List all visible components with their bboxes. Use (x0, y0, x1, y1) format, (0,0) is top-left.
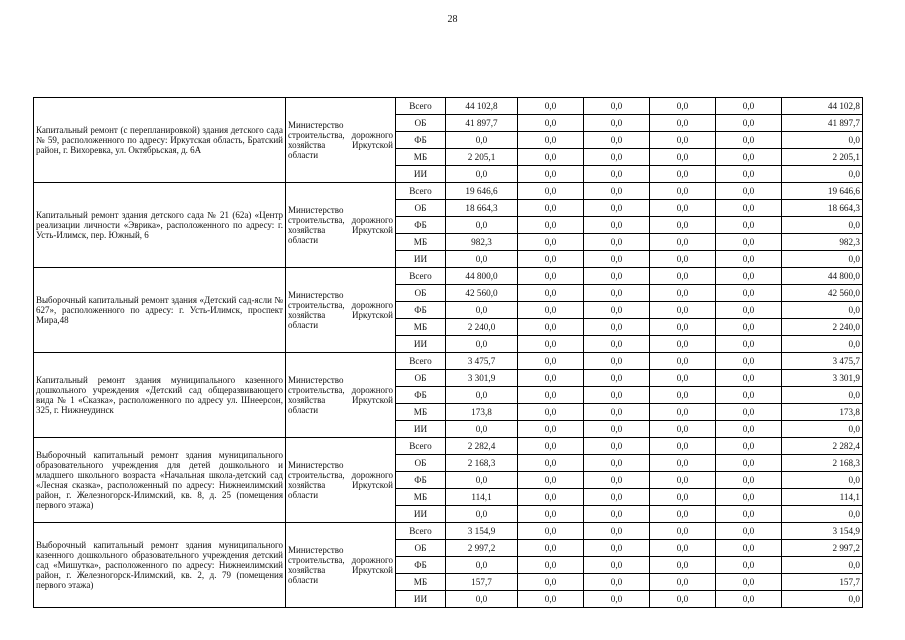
value-cell: 0,0 (446, 166, 518, 183)
value-cell: 0,0 (584, 251, 650, 268)
value-cell: 0,0 (518, 404, 584, 421)
funding-source-cell: ИИ (396, 421, 446, 438)
value-cell: 0,0 (650, 370, 716, 387)
value-cell: 0,0 (446, 132, 518, 149)
value-cell: 0,0 (650, 268, 716, 285)
funding-source-cell: ФБ (396, 217, 446, 234)
value-cell: 0,0 (584, 591, 650, 608)
value-cell: 0,0 (716, 115, 782, 132)
project-description: Капитальный ремонт (с перепланировкой) здания детского сада № 59, расположенного по адресу: Иркутская область, Братский район, г. Вихоревка, ул. Октябрьская, д. 6А (34, 98, 286, 183)
value-cell: 0,0 (584, 404, 650, 421)
value-cell: 0,0 (584, 336, 650, 353)
funding-source-cell: ИИ (396, 506, 446, 523)
value-cell: 0,0 (584, 132, 650, 149)
funding-source-cell: ФБ (396, 472, 446, 489)
value-cell: 0,0 (518, 574, 584, 591)
table-row (34, 438, 863, 455)
funding-source-cell: МБ (396, 404, 446, 421)
total-value-cell: 42 560,0 (782, 285, 863, 302)
funding-source-cell: ОБ (396, 285, 446, 302)
total-value-cell: 0,0 (782, 387, 863, 404)
funding-source-cell: ОБ (396, 200, 446, 217)
value-cell: 0,0 (584, 166, 650, 183)
funding-source-cell: Всего (396, 353, 446, 370)
value-cell: 0,0 (716, 285, 782, 302)
value-cell: 0,0 (518, 217, 584, 234)
value-cell: 0,0 (716, 302, 782, 319)
value-cell: 0,0 (584, 183, 650, 200)
value-cell: 3 301,9 (446, 370, 518, 387)
table-row (34, 98, 863, 115)
value-cell: 0,0 (716, 404, 782, 421)
value-cell: 0,0 (518, 489, 584, 506)
total-value-cell: 114,1 (782, 489, 863, 506)
value-cell: 0,0 (584, 149, 650, 166)
value-cell: 0,0 (716, 489, 782, 506)
table-row (34, 353, 863, 370)
value-cell: 0,0 (446, 472, 518, 489)
value-cell: 0,0 (650, 302, 716, 319)
total-value-cell: 173,8 (782, 404, 863, 421)
value-cell: 0,0 (518, 285, 584, 302)
value-cell: 173,8 (446, 404, 518, 421)
funding-source-cell: ИИ (396, 591, 446, 608)
value-cell: 0,0 (716, 387, 782, 404)
value-cell: 0,0 (446, 506, 518, 523)
value-cell: 0,0 (716, 268, 782, 285)
total-value-cell: 0,0 (782, 251, 863, 268)
funding-source-cell: ИИ (396, 166, 446, 183)
value-cell: 0,0 (716, 336, 782, 353)
total-value-cell: 44 102,8 (782, 98, 863, 115)
value-cell: 0,0 (584, 506, 650, 523)
value-cell: 0,0 (518, 591, 584, 608)
value-cell: 0,0 (650, 166, 716, 183)
total-value-cell: 0,0 (782, 166, 863, 183)
funding-source-cell: МБ (396, 234, 446, 251)
project-description: Выборочный капитальный ремонт здания «Детский сад-ясли № 627», расположенного по адресу: г. Усть-Илимск, проспект Мира,48 (34, 268, 286, 353)
value-cell: 0,0 (716, 438, 782, 455)
funding-source-cell: МБ (396, 149, 446, 166)
value-cell: 0,0 (518, 234, 584, 251)
value-cell: 0,0 (650, 455, 716, 472)
value-cell: 0,0 (584, 421, 650, 438)
value-cell: 0,0 (650, 421, 716, 438)
executor-cell: Министерство строительства, дорожного хозяйства Иркутской области (286, 183, 396, 268)
total-value-cell: 2 282,4 (782, 438, 863, 455)
value-cell: 0,0 (518, 557, 584, 574)
funding-source-cell: ОБ (396, 370, 446, 387)
value-cell: 0,0 (584, 353, 650, 370)
total-value-cell: 2 997,2 (782, 540, 863, 557)
value-cell: 0,0 (518, 166, 584, 183)
value-cell: 0,0 (650, 115, 716, 132)
value-cell: 0,0 (584, 557, 650, 574)
funding-source-cell: Всего (396, 98, 446, 115)
value-cell: 0,0 (716, 557, 782, 574)
value-cell: 0,0 (716, 523, 782, 540)
value-cell: 0,0 (584, 268, 650, 285)
total-value-cell: 44 800,0 (782, 268, 863, 285)
value-cell: 0,0 (650, 489, 716, 506)
value-cell: 0,0 (446, 421, 518, 438)
value-cell: 0,0 (650, 506, 716, 523)
value-cell: 0,0 (650, 574, 716, 591)
value-cell: 0,0 (716, 540, 782, 557)
value-cell: 0,0 (584, 234, 650, 251)
total-value-cell: 2 205,1 (782, 149, 863, 166)
value-cell: 0,0 (716, 200, 782, 217)
value-cell: 0,0 (650, 319, 716, 336)
value-cell: 0,0 (716, 319, 782, 336)
executor-cell: Министерство строительства, дорожного хозяйства Иркутской области (286, 523, 396, 608)
value-cell: 0,0 (716, 217, 782, 234)
value-cell: 0,0 (584, 438, 650, 455)
value-cell: 0,0 (716, 353, 782, 370)
value-cell: 0,0 (446, 302, 518, 319)
value-cell: 0,0 (584, 200, 650, 217)
funding-source-cell: ФБ (396, 302, 446, 319)
value-cell: 0,0 (518, 115, 584, 132)
value-cell: 0,0 (584, 302, 650, 319)
value-cell: 157,7 (446, 574, 518, 591)
value-cell: 0,0 (518, 98, 584, 115)
value-cell: 0,0 (584, 387, 650, 404)
total-value-cell: 41 897,7 (782, 115, 863, 132)
value-cell: 0,0 (446, 336, 518, 353)
value-cell: 0,0 (650, 540, 716, 557)
funding-source-cell: МБ (396, 574, 446, 591)
value-cell: 0,0 (518, 421, 584, 438)
executor-cell: Министерство строительства, дорожного хозяйства Иркутской области (286, 353, 396, 438)
value-cell: 0,0 (650, 98, 716, 115)
table-row (34, 268, 863, 285)
funding-source-cell: ОБ (396, 115, 446, 132)
value-cell: 0,0 (584, 319, 650, 336)
value-cell: 0,0 (518, 200, 584, 217)
value-cell: 0,0 (518, 319, 584, 336)
value-cell: 0,0 (716, 132, 782, 149)
value-cell: 0,0 (584, 285, 650, 302)
value-cell: 0,0 (518, 132, 584, 149)
page-number: 28 (447, 14, 458, 25)
funding-source-cell: ИИ (396, 251, 446, 268)
value-cell: 44 102,8 (446, 98, 518, 115)
value-cell: 0,0 (716, 506, 782, 523)
value-cell: 0,0 (518, 370, 584, 387)
funding-source-cell: Всего (396, 268, 446, 285)
project-description: Выборочный капитальный ремонт здания муниципального казенного дошкольного образовательного учреждения детский сад «Мишутка», расположенного по адресу: Нижнеилимский район, г. Железногорск-Илимский, кв. 2, д. 79 (помещения первого этажа) (34, 523, 286, 608)
value-cell: 0,0 (716, 591, 782, 608)
total-value-cell: 0,0 (782, 557, 863, 574)
value-cell: 0,0 (518, 387, 584, 404)
value-cell: 0,0 (584, 540, 650, 557)
executor-cell: Министерство строительства, дорожного хозяйства Иркутской области (286, 268, 396, 353)
value-cell: 0,0 (584, 455, 650, 472)
value-cell: 42 560,0 (446, 285, 518, 302)
project-description: Капитальный ремонт здания муниципального казенного дошкольного учреждения «Детский сад общеразвивающего вида № 1 «Сказка», расположенного по адресу ул. Шнеерсон, 325, г. Нижнеудинск (34, 353, 286, 438)
value-cell: 0,0 (518, 268, 584, 285)
value-cell: 0,0 (650, 404, 716, 421)
value-cell: 0,0 (650, 183, 716, 200)
value-cell: 0,0 (650, 149, 716, 166)
value-cell: 0,0 (650, 285, 716, 302)
project-description: Выборочный капитальный ремонт здания муниципального образовательного учреждения для детей дошкольного и младшего школьного возраста «Начальная школа-детский сад «Лесная сказка», расположенный по адресу: Нижнеилимский район, г. Железногорск-Илимский, кв. 8, д. 25 (помещения первого этажа) (34, 438, 286, 523)
value-cell: 18 664,3 (446, 200, 518, 217)
total-value-cell: 2 168,3 (782, 455, 863, 472)
total-value-cell: 0,0 (782, 302, 863, 319)
funding-source-cell: ФБ (396, 557, 446, 574)
value-cell: 0,0 (518, 353, 584, 370)
value-cell: 0,0 (518, 472, 584, 489)
value-cell: 0,0 (518, 251, 584, 268)
funding-source-cell: МБ (396, 489, 446, 506)
value-cell: 0,0 (716, 472, 782, 489)
value-cell: 0,0 (518, 183, 584, 200)
total-value-cell: 0,0 (782, 421, 863, 438)
total-value-cell: 3 154,9 (782, 523, 863, 540)
total-value-cell: 0,0 (782, 336, 863, 353)
value-cell: 0,0 (650, 200, 716, 217)
value-cell: 2 997,2 (446, 540, 518, 557)
value-cell: 0,0 (650, 523, 716, 540)
value-cell: 0,0 (584, 115, 650, 132)
value-cell: 0,0 (716, 370, 782, 387)
value-cell: 3 154,9 (446, 523, 518, 540)
value-cell: 19 646,6 (446, 183, 518, 200)
total-value-cell: 19 646,6 (782, 183, 863, 200)
value-cell: 0,0 (518, 455, 584, 472)
value-cell: 0,0 (650, 438, 716, 455)
value-cell: 0,0 (518, 438, 584, 455)
funding-source-cell: ФБ (396, 387, 446, 404)
value-cell: 0,0 (446, 251, 518, 268)
value-cell: 0,0 (650, 387, 716, 404)
funding-source-cell: ОБ (396, 455, 446, 472)
total-value-cell: 0,0 (782, 506, 863, 523)
executor-cell: Министерство строительства, дорожного хозяйства Иркутской области (286, 438, 396, 523)
value-cell: 0,0 (518, 302, 584, 319)
value-cell: 0,0 (650, 234, 716, 251)
total-value-cell: 157,7 (782, 574, 863, 591)
value-cell: 0,0 (650, 336, 716, 353)
total-value-cell: 3 301,9 (782, 370, 863, 387)
value-cell: 0,0 (584, 489, 650, 506)
value-cell: 0,0 (584, 98, 650, 115)
value-cell: 0,0 (716, 421, 782, 438)
total-value-cell: 0,0 (782, 217, 863, 234)
total-value-cell: 0,0 (782, 591, 863, 608)
funding-source-cell: ИИ (396, 336, 446, 353)
value-cell: 2 282,4 (446, 438, 518, 455)
value-cell: 0,0 (716, 183, 782, 200)
funding-source-cell: Всего (396, 183, 446, 200)
value-cell: 44 800,0 (446, 268, 518, 285)
value-cell: 0,0 (716, 455, 782, 472)
value-cell: 0,0 (518, 506, 584, 523)
executor-cell: Министерство строительства, дорожного хозяйства Иркутской области (286, 98, 396, 183)
value-cell: 0,0 (716, 166, 782, 183)
value-cell: 0,0 (584, 574, 650, 591)
funding-source-cell: МБ (396, 319, 446, 336)
value-cell: 0,0 (650, 217, 716, 234)
value-cell: 0,0 (650, 132, 716, 149)
value-cell: 2 205,1 (446, 149, 518, 166)
value-cell: 3 475,7 (446, 353, 518, 370)
table-row (34, 183, 863, 200)
total-value-cell: 18 664,3 (782, 200, 863, 217)
financing-table (33, 97, 863, 608)
value-cell: 0,0 (518, 336, 584, 353)
value-cell: 2 168,3 (446, 455, 518, 472)
project-description: Капитальный ремонт здания детского сада № 21 (62а) «Центр реализации личности «Эврика», расположенного по адресу: г. Усть-Илимск, пер. Южный, 6 (34, 183, 286, 268)
value-cell: 0,0 (716, 574, 782, 591)
value-cell: 0,0 (518, 149, 584, 166)
value-cell: 0,0 (650, 557, 716, 574)
value-cell: 0,0 (518, 540, 584, 557)
value-cell: 0,0 (584, 217, 650, 234)
total-value-cell: 0,0 (782, 132, 863, 149)
value-cell: 0,0 (446, 557, 518, 574)
total-value-cell: 2 240,0 (782, 319, 863, 336)
value-cell: 41 897,7 (446, 115, 518, 132)
value-cell: 0,0 (716, 251, 782, 268)
value-cell: 0,0 (446, 217, 518, 234)
financing-table-body (34, 98, 863, 608)
value-cell: 0,0 (650, 251, 716, 268)
total-value-cell: 0,0 (782, 472, 863, 489)
value-cell: 0,0 (716, 98, 782, 115)
total-value-cell: 982,3 (782, 234, 863, 251)
funding-source-cell: ОБ (396, 540, 446, 557)
value-cell: 0,0 (584, 370, 650, 387)
value-cell: 0,0 (518, 523, 584, 540)
value-cell: 114,1 (446, 489, 518, 506)
funding-source-cell: Всего (396, 523, 446, 540)
total-value-cell: 3 475,7 (782, 353, 863, 370)
value-cell: 982,3 (446, 234, 518, 251)
value-cell: 0,0 (716, 234, 782, 251)
value-cell: 0,0 (650, 591, 716, 608)
value-cell: 0,0 (584, 523, 650, 540)
value-cell: 0,0 (584, 472, 650, 489)
value-cell: 0,0 (716, 149, 782, 166)
value-cell: 0,0 (650, 472, 716, 489)
value-cell: 0,0 (650, 353, 716, 370)
value-cell: 2 240,0 (446, 319, 518, 336)
value-cell: 0,0 (446, 591, 518, 608)
value-cell: 0,0 (446, 387, 518, 404)
funding-source-cell: ФБ (396, 132, 446, 149)
table-row (34, 523, 863, 540)
funding-source-cell: Всего (396, 438, 446, 455)
